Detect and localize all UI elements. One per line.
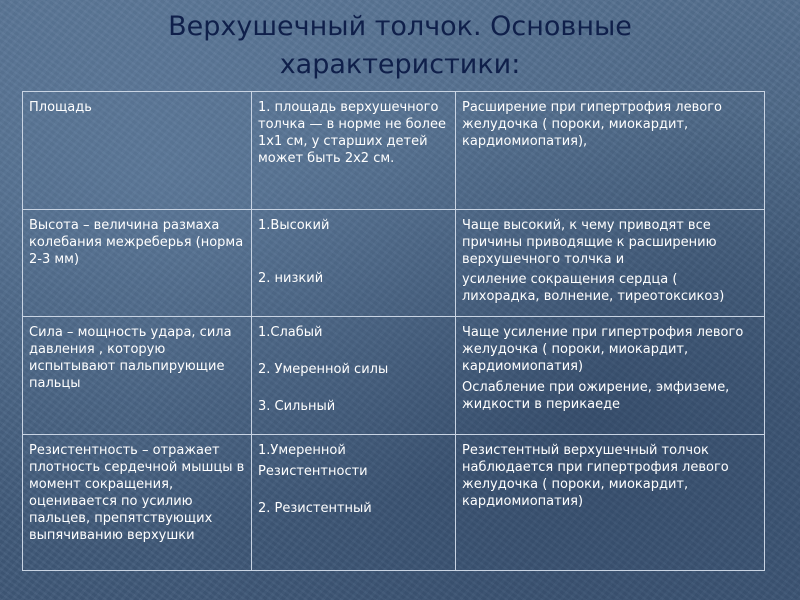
cause-text: усиление сокращения сердца ( лихорадка, волнение, тиреотоксикоз) xyxy=(462,272,725,304)
parameter-cell xyxy=(23,210,252,317)
characteristics-table xyxy=(22,91,765,571)
value-text: 1.Умеренной xyxy=(258,443,346,458)
cause-text: Ослабление при ожирение, эмфиземе, жидкости в перикаеде xyxy=(462,380,730,412)
parameter-cell xyxy=(23,92,252,210)
table-row xyxy=(23,92,765,210)
values-cell xyxy=(252,92,456,210)
causes-cell xyxy=(456,317,765,435)
slide-title xyxy=(0,8,800,84)
value-text: 2. Умеренной силы xyxy=(258,362,389,377)
causes-cell xyxy=(456,92,765,210)
cause-text: Резистентный верхушечный толчок наблюдается при гипертрофия левого желудочка ( пороки, миокардит, кардиомиопатия) xyxy=(462,443,729,509)
parameter-text: Резистентность – отражает плотность сердечной мышцы в момент сокращения, оценивается по усилию пальцев, препятствующих выпячиванию верхушки xyxy=(29,443,245,543)
parameter-cell xyxy=(23,435,252,571)
value-text: Резистентности xyxy=(258,464,368,479)
value-text: 2. низкий xyxy=(258,271,324,286)
causes-cell xyxy=(456,210,765,317)
value-text: 1. площадь верхушечного толчка — в норме не более 1х1 см, у старших детей может быть 2х2 см. xyxy=(258,100,446,166)
cause-text: Чаще усиление при гипертрофия левого желудочка ( пороки, миокардит, кардиомиопатия) xyxy=(462,325,744,374)
table-row xyxy=(23,210,765,317)
slide-title-line-2: характеристики: xyxy=(279,49,521,80)
values-cell xyxy=(252,435,456,571)
parameter-text: Высота – величина размаха колебания межреберья (норма 2-3 мм) xyxy=(29,218,244,267)
cause-text: Расширение при гипертрофия левого желудочка ( пороки, миокардит, кардиомиопатия), xyxy=(462,100,722,149)
value-text: 3. Сильный xyxy=(258,399,336,414)
slide-title-line-1: Верхушечный толчок. Основные xyxy=(168,11,632,42)
parameter-text: Сила – мощность удара, сила давления , которую испытывают пальпирующие пальцы xyxy=(29,325,232,391)
causes-cell xyxy=(456,435,765,571)
parameter-text: Площадь xyxy=(29,100,92,115)
value-text: 2. Резистентный xyxy=(258,501,372,516)
value-text: 1.Слабый xyxy=(258,325,323,340)
table-row xyxy=(23,435,765,571)
cause-text: Чаще высокий, к чему приводят все причины приводящие к расширению верхушечного толчка и xyxy=(462,218,717,267)
parameter-cell xyxy=(23,317,252,435)
values-cell xyxy=(252,210,456,317)
value-text: 1.Высокий xyxy=(258,218,330,233)
table-row xyxy=(23,317,765,435)
values-cell xyxy=(252,317,456,435)
